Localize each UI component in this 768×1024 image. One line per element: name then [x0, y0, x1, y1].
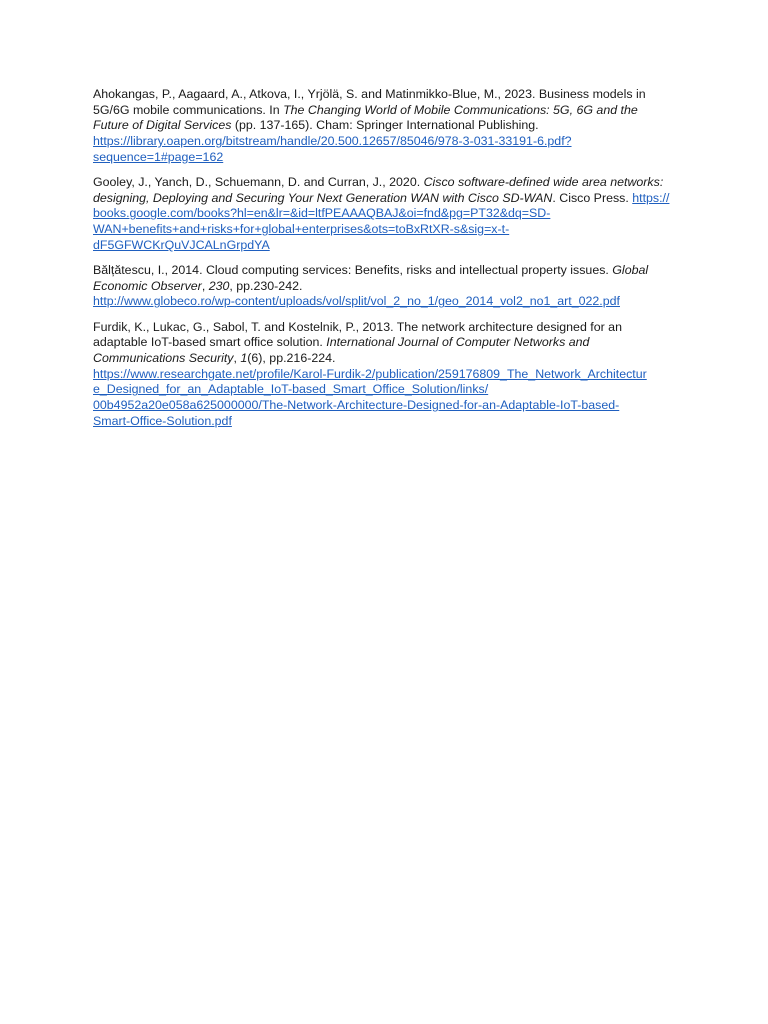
- reference-link-line[interactable]: e_Designed_for_an_Adaptable_IoT-based_Smart_Office_Solution/links/: [93, 382, 489, 397]
- reference-link-line[interactable]: https://www.researchgate.net/profile/Karol-Furdik-2/publication/259176809_The_Network_Architectur: [93, 366, 647, 381]
- reference-authors: Ahokangas, P., Aagaard, A., Atkova, I., Yrjölä, S. and Matinmikko-Blue, M., 2023. Business models in 5G/6G mobile communications. In: [93, 87, 646, 117]
- reference-entry: [93, 175, 675, 254]
- reference-details: , pp.230-242.: [229, 278, 303, 293]
- reference-entry: [93, 87, 675, 166]
- reference-separator: ,: [201, 278, 209, 293]
- reference-volume: 1: [240, 351, 248, 366]
- reference-link-line[interactable]: sequence=1#page=162: [93, 149, 224, 164]
- reference-details: (6), pp.216-224.: [247, 351, 336, 366]
- reference-book-title: The Changing World of Mobile Communications: 5G, 6G and the Future of Digital Services: [93, 102, 638, 133]
- reference-link-line[interactable]: http://www.globeco.ro/wp-content/uploads/vol/split/vol_2_no_1/geo_2014_vol2_no1_art_022.pdf: [93, 294, 620, 309]
- reference-link[interactable]: [93, 294, 675, 310]
- reference-link-line[interactable]: 00b4952a20e058a625000000/The-Network-Architecture-Designed-for-an-Adaptable-IoT-based-: [93, 398, 620, 413]
- reference-volume: 230: [208, 278, 230, 293]
- reference-link[interactable]: [93, 367, 675, 430]
- reference-entry: [93, 263, 675, 310]
- reference-entry: [93, 320, 675, 430]
- reference-link-line[interactable]: https://books.google.com/books?hl=en&lr=&id=ltfPEAAAQBAJ&oi=fnd&pg=PT32&dq=SD-: [93, 190, 670, 221]
- reference-list: [93, 87, 675, 439]
- reference-link[interactable]: [93, 134, 675, 165]
- reference-authors: Gooley, J., Yanch, D., Schuemann, D. and Curran, J., 2020.: [93, 175, 424, 190]
- reference-details: (pp. 137-165). Cham: Springer International Publishing.: [231, 118, 539, 133]
- reference-journal: Global Economic Observer: [93, 263, 649, 293]
- reference-link-line[interactable]: https://library.oapen.org/bitstream/handle/20.500.12657/85046/978-3-031-33191-6.pdf?: [93, 134, 572, 149]
- reference-journal: International Journal of Computer Networks and Communications Security: [93, 335, 590, 366]
- reference-separator: ,: [233, 351, 241, 366]
- reference-link-line[interactable]: dF5GFWCKrQuVJCALnGrpdYA: [93, 237, 270, 252]
- reference-link-line[interactable]: WAN+benefits+and+risks+for+global+enterprises&ots=toBxRtXR-s&sig=x-t-: [93, 222, 510, 237]
- reference-authors: Bălțătescu, I., 2014. Cloud computing services: Benefits, risks and intellectual property issues.: [93, 263, 613, 278]
- reference-link-line[interactable]: Smart-Office-Solution.pdf: [93, 413, 232, 428]
- reference-book-title: Cisco software-defined wide area networks: designing, Deploying and Securing Your Next Generation WAN with Cisco SD-WAN: [93, 175, 664, 205]
- reference-details: . Cisco Press.: [552, 190, 633, 205]
- reference-authors: Furdik, K., Lukac, G., Sabol, T. and Kostelnik, P., 2013. The network architecture designed for an adaptable IoT-based smart office solution.: [93, 319, 622, 350]
